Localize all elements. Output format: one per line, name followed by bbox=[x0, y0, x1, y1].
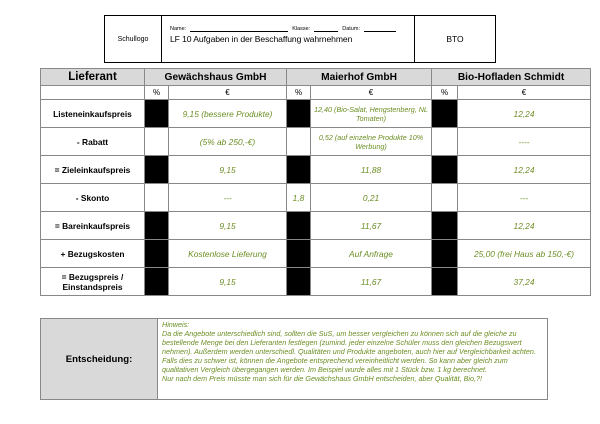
note-body: Da die Angebote unterschiedlich sind, sollten die SuS, um besser vergleichen zu können sich auf die gleiche zu bestellende Menge bei den Lieferanten festlegen (zumind. jeder einzelne Schüler muss den gleichen Bezugswert nehmen). Außerdem werden unterschiedl. Qualitäten und Produkte angeboten, auch hier auf Vergleichbarkeit achten. Falls dies zu schwer ist, können die Angebote entsprechend vereinheitlicht werden. So kann aber gleich zum qualitativen Vergleich übergegangen werden. Im Beispiel wurde alles mit 1 Stück bzw. 1 kg berechnet. bbox=[162, 329, 536, 374]
supplier-1-value: Kostenlose Lieferung bbox=[169, 240, 287, 268]
supplier-3-value: --- bbox=[458, 184, 591, 212]
supplier-3-value: 12,24 bbox=[458, 156, 591, 184]
blocked-cell bbox=[432, 240, 458, 268]
supplier-3-eur-header: € bbox=[458, 86, 591, 100]
supplier-1-value: 9,15 (bessere Produkte) bbox=[169, 100, 287, 128]
supplier-3-value: 12,24 bbox=[458, 212, 591, 240]
blocked-cell bbox=[145, 268, 169, 296]
blocked-cell bbox=[287, 212, 311, 240]
unit-header-row bbox=[41, 86, 591, 100]
supplier-comparison-table bbox=[40, 68, 591, 296]
supplier-1-value: 9,15 bbox=[169, 156, 287, 184]
header-info bbox=[162, 16, 415, 62]
blocked-cell bbox=[145, 240, 169, 268]
blocked-cell bbox=[145, 100, 169, 128]
unit-corner bbox=[41, 86, 145, 100]
supplier-3-value: 37,24 bbox=[458, 268, 591, 296]
row-label: - Skonto bbox=[41, 184, 145, 212]
blocked-cell bbox=[287, 268, 311, 296]
blocked-cell bbox=[145, 212, 169, 240]
row-label: = Zieleinkaufspreis bbox=[41, 156, 145, 184]
supplier-2-value: 11,67 bbox=[311, 268, 432, 296]
supplier-1-value: --- bbox=[169, 184, 287, 212]
supplier-2-pct: 1,8 bbox=[287, 184, 311, 212]
supplier-1-value: (5% ab 250,-€) bbox=[169, 128, 287, 156]
supplier-2-eur-header: € bbox=[311, 86, 432, 100]
note-conclusion: Nur nach dem Preis müsste man sich für die Gewächshaus GmbH entscheiden, aber Qualität, Bio,?! bbox=[162, 374, 482, 383]
supplier-1-pct bbox=[145, 128, 169, 156]
table-row bbox=[41, 240, 591, 268]
datum-line bbox=[364, 26, 396, 32]
supplier-2-value: 11,88 bbox=[311, 156, 432, 184]
blocked-cell bbox=[432, 212, 458, 240]
table-row bbox=[41, 268, 591, 296]
supplier-2-value: 11,67 bbox=[311, 212, 432, 240]
supplier-3-value: 12,24 bbox=[458, 100, 591, 128]
row-label: = Bezugspreis / Einstandspreis bbox=[41, 268, 145, 296]
decision-note bbox=[158, 319, 548, 400]
supplier-3-pct-header: % bbox=[432, 86, 458, 100]
blocked-cell bbox=[432, 156, 458, 184]
supplier-corner-label: Lieferant bbox=[41, 69, 145, 86]
course-code: BTO bbox=[446, 34, 464, 44]
table-row bbox=[41, 184, 591, 212]
school-logo-placeholder: Schullogo bbox=[105, 16, 162, 62]
supplier-3-name: Bio-Hofladen Schmidt bbox=[432, 69, 591, 86]
row-label: - Rabatt bbox=[41, 128, 145, 156]
supplier-2-value: 0,21 bbox=[311, 184, 432, 212]
name-label: Name: bbox=[170, 26, 187, 32]
datum-label: Datum: bbox=[342, 26, 360, 32]
supplier-3-pct bbox=[432, 184, 458, 212]
supplier-2-pct bbox=[287, 128, 311, 156]
supplier-2-value: 12,40 (Bio-Salat, Hengstenberg, NL Tomaten) bbox=[311, 100, 432, 128]
klasse-label: Klasse: bbox=[292, 26, 311, 32]
table-row bbox=[41, 128, 591, 156]
table-row bbox=[41, 156, 591, 184]
row-label: + Bezugskosten bbox=[41, 240, 145, 268]
header-fields bbox=[170, 26, 414, 32]
supplier-1-name: Gewächshaus GmbH bbox=[145, 69, 287, 86]
supplier-1-value: 9,15 bbox=[169, 268, 287, 296]
supplier-1-value: 9,15 bbox=[169, 212, 287, 240]
supplier-3-value: ---- bbox=[458, 128, 591, 156]
supplier-1-eur-header: € bbox=[169, 86, 287, 100]
supplier-2-name: Maierhof GmbH bbox=[287, 69, 432, 86]
supplier-2-pct-header: % bbox=[287, 86, 311, 100]
blocked-cell bbox=[432, 100, 458, 128]
decision-table bbox=[40, 318, 548, 400]
blocked-cell bbox=[287, 156, 311, 184]
blocked-cell bbox=[432, 268, 458, 296]
supplier-1-pct-header: % bbox=[145, 86, 169, 100]
blocked-cell bbox=[287, 100, 311, 128]
supplier-3-pct bbox=[432, 128, 458, 156]
table-row bbox=[41, 212, 591, 240]
name-line bbox=[190, 26, 288, 32]
blocked-cell bbox=[287, 240, 311, 268]
klasse-line bbox=[314, 26, 338, 32]
supplier-2-value: Auf Anfrage bbox=[311, 240, 432, 268]
worksheet-title: LF 10 Aufgaben in der Beschaffung wahrnehmen bbox=[170, 34, 353, 44]
note-heading: Hinweis: bbox=[162, 320, 190, 329]
supplier-1-pct bbox=[145, 184, 169, 212]
decision-label: Entscheidung: bbox=[41, 319, 158, 400]
supplier-3-value: 25,00 (frei Haus ab 150,-€) bbox=[458, 240, 591, 268]
blocked-cell bbox=[145, 156, 169, 184]
supplier-2-value: 0,52 (auf einzelne Produkte 10% Werbung) bbox=[311, 128, 432, 156]
row-label: Listeneinkaufspreis bbox=[41, 100, 145, 128]
table-row bbox=[41, 100, 591, 128]
worksheet-header bbox=[104, 15, 496, 63]
row-label: = Bareinkaufspreis bbox=[41, 212, 145, 240]
supplier-header-row bbox=[41, 69, 591, 86]
